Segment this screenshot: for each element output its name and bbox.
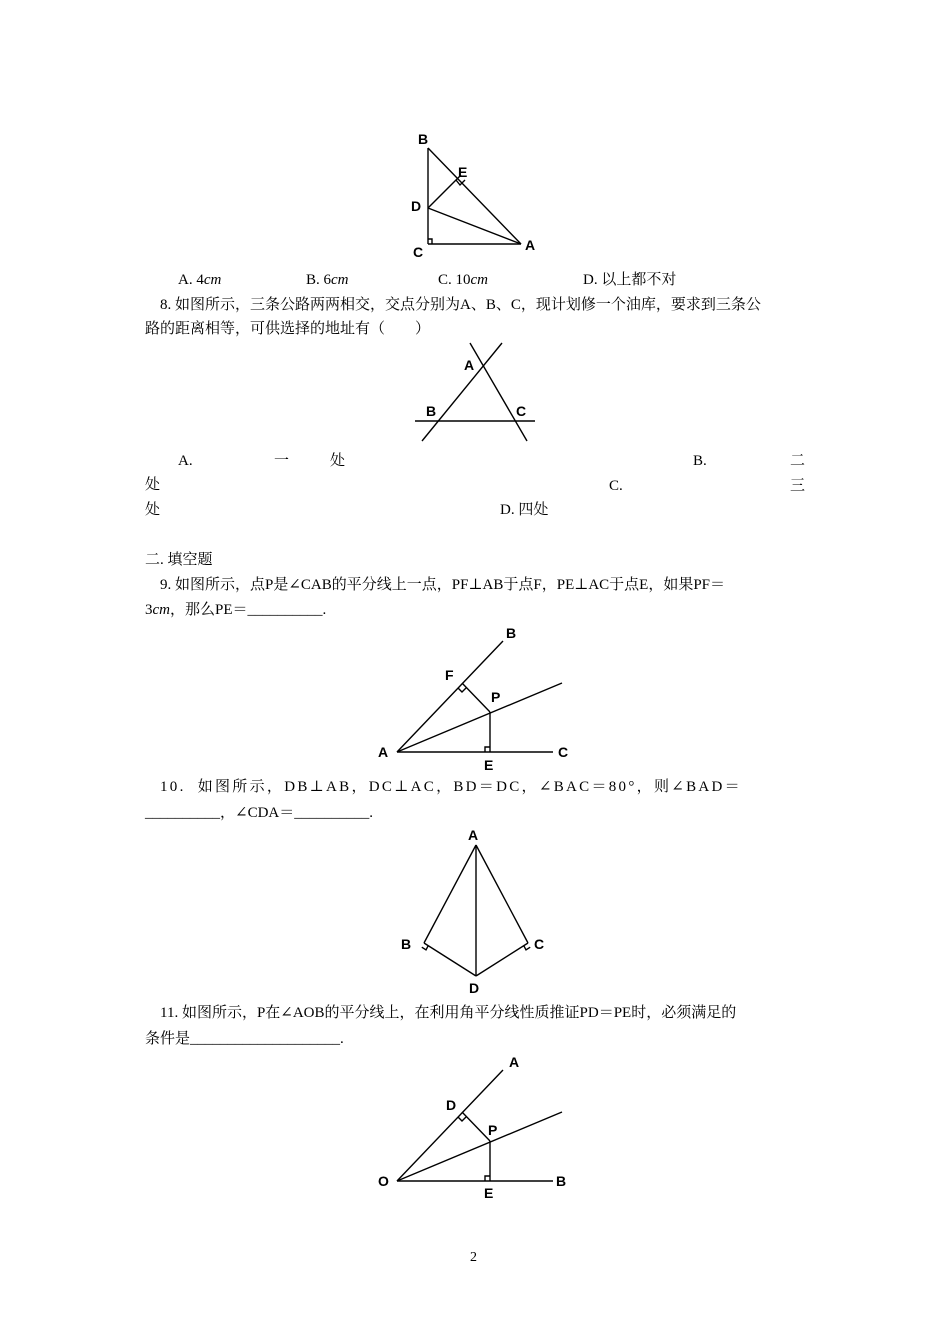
q8-option-c-label: C.: [609, 478, 623, 494]
q8-option-b-label: B.: [693, 453, 707, 469]
page-number: 2: [470, 1250, 477, 1265]
q7-label-a: A: [525, 237, 536, 253]
q10-label-a: A: [468, 827, 479, 843]
q11-question-line1: 11. 如图所示，P在∠AOB的平分线上，在利用角平分线性质推证PD＝PE时，必须满足的: [160, 1005, 737, 1021]
q9-label-p: P: [491, 689, 501, 705]
q9-figure: [375, 620, 580, 775]
q8-label-c: C: [516, 403, 527, 419]
q8-option-d: D. 四处: [500, 502, 549, 518]
q11-label-e: E: [484, 1185, 494, 1201]
section-title: 二. 填空题: [145, 552, 213, 568]
q7-label-c: C: [413, 244, 424, 260]
q8-option-c-text1: 三: [790, 478, 806, 494]
q11-label-b: B: [556, 1173, 567, 1189]
q9-label-c: C: [558, 744, 569, 760]
q9-label-e: E: [484, 757, 494, 773]
q8-option-a-label: A.: [178, 453, 193, 469]
q11-figure: [375, 1048, 580, 1203]
q11-label-a: A: [509, 1054, 520, 1070]
q8-label-b: B: [426, 403, 437, 419]
q8-question-line2: 路的距离相等，可供选择的地址有（ ）: [145, 321, 431, 337]
q8-option-b-text1: 二: [790, 453, 806, 469]
q8-option-b-text2: 处: [145, 477, 161, 493]
q9-label-b: B: [506, 625, 517, 641]
q10-figure: [395, 825, 555, 995]
q10-label-b: B: [401, 936, 412, 952]
q9-question-line2: 3cm，那么PE＝__________.: [145, 602, 327, 618]
q9-label-f: F: [445, 667, 454, 683]
q9-question-line1: 9. 如图所示，点P是∠CAB的平分线上一点，PF⊥AB于点F，PE⊥AC于点E，如果PF＝: [160, 577, 726, 593]
q11-label-o: O: [378, 1173, 389, 1189]
q7-option-a: A. 4cm: [178, 272, 222, 288]
q8-option-c-text2: 处: [145, 502, 161, 518]
q7-label-b: B: [418, 131, 429, 147]
q7-label-e: E: [458, 164, 468, 180]
q11-question-line2: 条件是____________________.: [145, 1031, 344, 1047]
q8-label-a: A: [464, 357, 475, 373]
q8-option-a-text1: 一: [274, 453, 290, 469]
q9-label-a: A: [378, 744, 389, 760]
q10-label-c: C: [534, 936, 545, 952]
q10-question-line1: 10. 如图所示，DB⊥AB，DC⊥AC，BD＝DC，∠BAC＝80°，则∠BAD＝: [160, 779, 742, 795]
q7-option-d: D. 以上都不对: [583, 272, 677, 288]
q10-label-d: D: [469, 980, 480, 996]
q7-figure: [405, 125, 555, 265]
q8-figure: [410, 340, 550, 445]
q11-label-p: P: [488, 1122, 498, 1138]
q7-option-c: C. 10cm: [438, 272, 489, 288]
q10-question-line2: __________，∠CDA＝__________.: [145, 805, 373, 821]
q8-question-line1: 8. 如图所示，三条公路两两相交，交点分别为A、B、C，现计划修一个油库，要求到三条公: [160, 297, 761, 313]
q7-label-d: D: [411, 198, 422, 214]
q8-option-a-text2: 处: [330, 453, 346, 469]
q11-label-d: D: [446, 1097, 457, 1113]
q7-option-b: B. 6cm: [306, 272, 349, 288]
